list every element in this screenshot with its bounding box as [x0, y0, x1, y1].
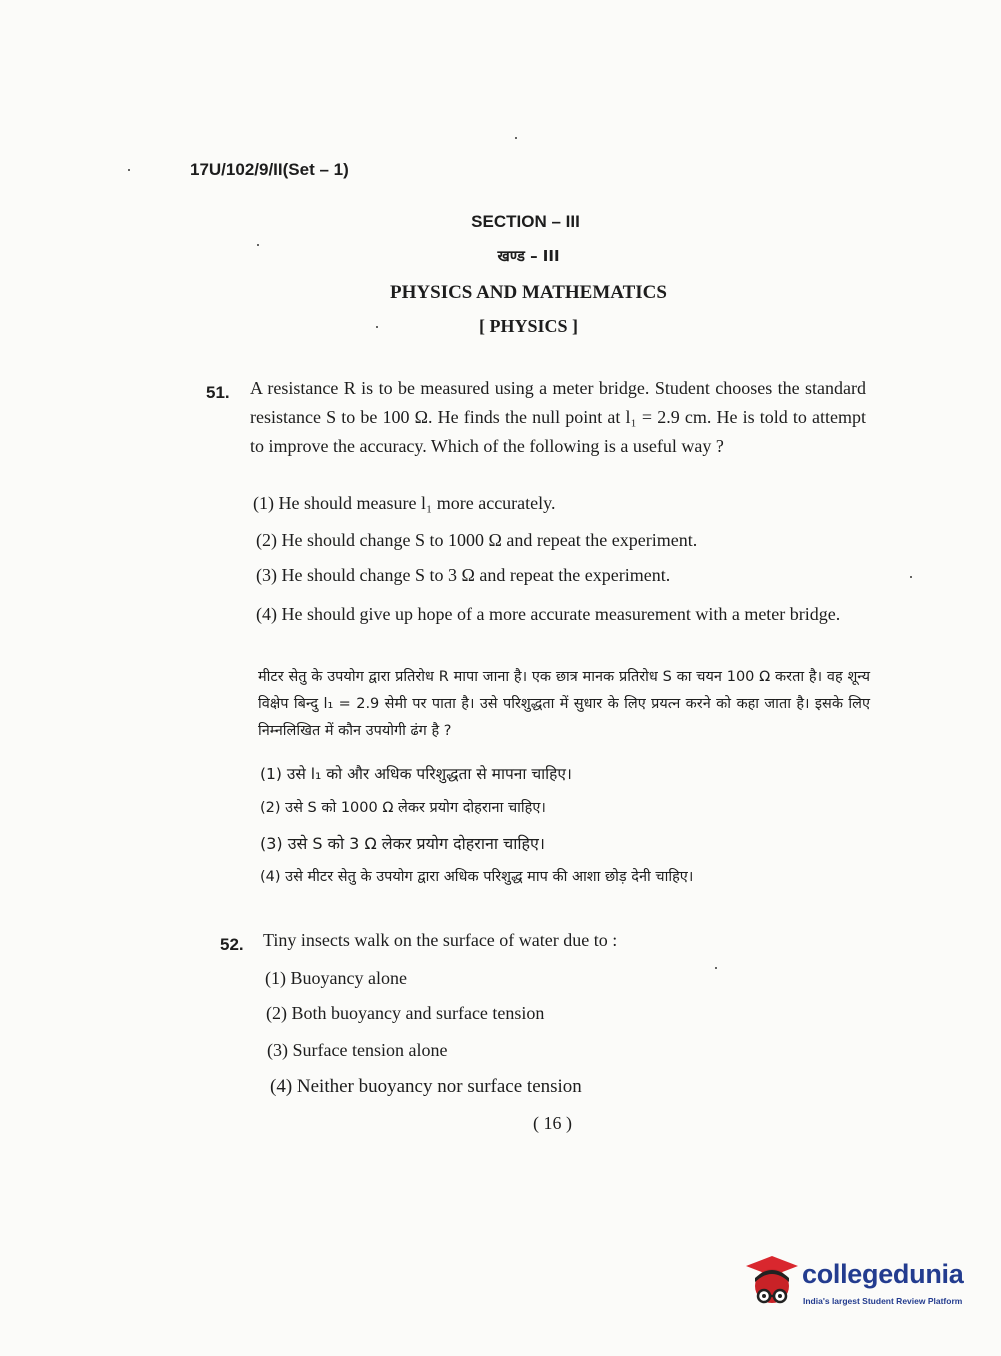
- option-hindi: (2) उसे S को 1000 Ω लेकर प्रयोग दोहराना चाहिए।: [260, 800, 546, 816]
- scan-speck: [910, 576, 912, 578]
- scan-speck: [515, 137, 517, 139]
- page-number: ( 16 ): [533, 1113, 572, 1133]
- question-number: 51.: [206, 383, 230, 402]
- option: (4) He should give up hope of a more accurate measurement with a meter bridge.: [256, 604, 841, 624]
- scan-speck: [715, 967, 717, 969]
- option: (4) Neither buoyancy nor surface tension: [270, 1076, 582, 1097]
- mascot-icon: [742, 1252, 802, 1312]
- section-title: SECTION – III: [471, 212, 580, 231]
- question-text-hindi: मीटर सेतु के उपयोग द्वारा प्रतिरोध R मापा जाना है। एक छात्र मानक प्रतिरोध S का चयन 100 Ω करता है। वह शून्य विक्षेप बिन्दु l₁ = 2.9 सेमी पर पाता है। उसे परिशुद्धता में सुधार के लिए प्रयत्न करने को कहा जाता है। इसके लिए निम्नलिखित में कौन उपयोगी ढंग है ?: [258, 669, 870, 739]
- option: (1) He should measure l₁ more accurately.: [253, 493, 556, 513]
- brand-tagline: India's largest Student Review Platform: [803, 1296, 963, 1306]
- option: (2) Both buoyancy and surface tension: [266, 1003, 545, 1023]
- section-title-hindi: खण्ड – III: [497, 247, 560, 265]
- option: (3) Surface tension alone: [267, 1040, 448, 1060]
- option: (2) He should change S to 1000 Ω and repeat the experiment.: [256, 530, 698, 550]
- option-hindi: (1) उसे l₁ को और अधिक परिशुद्धता से मापना चाहिए।: [260, 765, 572, 783]
- subject-title: PHYSICS AND MATHEMATICS: [390, 282, 667, 303]
- question-number: 52.: [220, 935, 244, 954]
- option-hindi: (3) उसे S को 3 Ω लेकर प्रयोग दोहराना चाहिए।: [260, 834, 545, 853]
- option: (3) He should change S to 3 Ω and repeat the experiment.: [256, 565, 671, 585]
- scan-speck: [376, 326, 378, 328]
- question-text: Tiny insects walk on the surface of water due to :: [263, 930, 618, 950]
- option: (1) Buoyancy alone: [265, 968, 407, 988]
- paper-code: 17U/102/9/II(Set – 1): [190, 160, 349, 179]
- scan-speck: [128, 169, 130, 171]
- brand-name: collegedunia: [802, 1259, 964, 1289]
- option-hindi: (4) उसे मीटर सेतु के उपयोग द्वारा अधिक परिशुद्ध माप की आशा छोड़ देनी चाहिए।: [260, 869, 694, 885]
- subsection-title: [ PHYSICS ]: [478, 316, 578, 336]
- scan-speck: [257, 244, 259, 246]
- question-text: A resistance R is to be measured using a meter bridge. Student chooses the standard resistance S to be 100 Ω. He finds the null point at l₁ = 2.9 cm. He is told to attempt to improve the accuracy. Which of the following is a useful way ?: [250, 378, 866, 456]
